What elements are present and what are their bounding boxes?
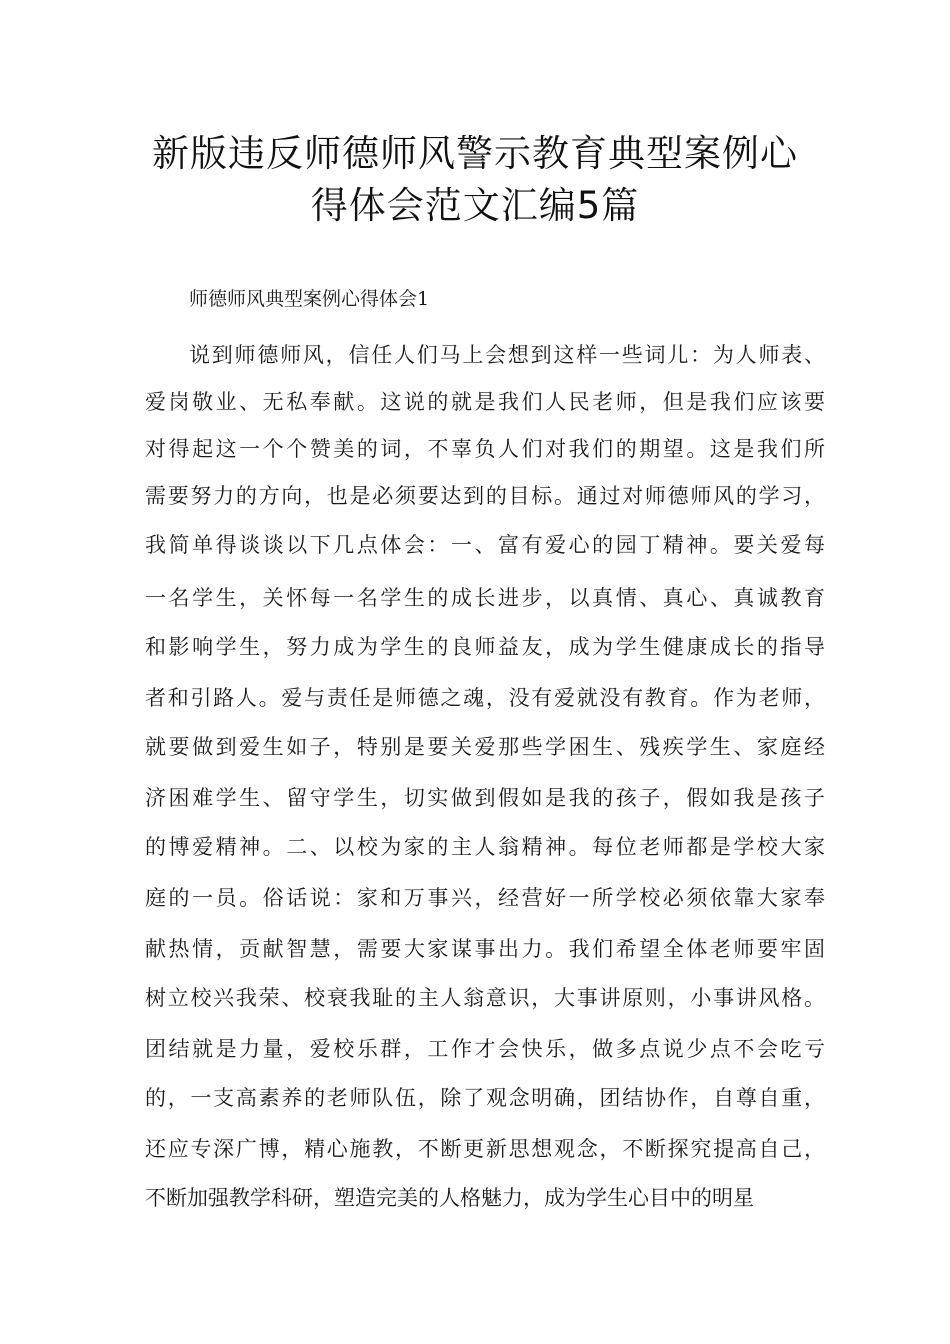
paragraph-line: 还应专深广博，精心施教，不断更新思想观念，不断探究提高自己， bbox=[145, 1137, 825, 1161]
paragraph-line: 济困难学生、留守学生，切实做到假如是我的孩子，假如我是孩子 bbox=[145, 786, 825, 810]
paragraph-line: 我简单得谈谈以下几点体会：一、富有爱心的园丁精神。要关爱每 bbox=[145, 533, 825, 557]
paragraph-line: 的，一支高素养的老师队伍，除了观念明确，团结协作，自尊自重， bbox=[145, 1086, 825, 1110]
paragraph-line: 需要努力的方向，也是必须要达到的目标。通过对师德师风的学习， bbox=[145, 484, 825, 508]
paragraph-line: 的博爱精神。二、以校为家的主人翁精神。每位老师都是学校大家 bbox=[145, 835, 825, 859]
paragraph-line: 庭的一员。俗话说：家和万事兴，经营好一所学校必须依靠大家奉 bbox=[145, 886, 825, 910]
paragraph-line: 者和引路人。爱与责任是师德之魂，没有爱就没有教育。作为老师， bbox=[145, 686, 825, 710]
paragraph-line: 团结就是力量，爱校乐群，工作才会快乐，做多点说少点不会吃亏 bbox=[145, 1037, 825, 1061]
paragraph-line: 说到师德师风，信任人们马上会想到这样一些词儿：为人师表、 bbox=[189, 343, 825, 367]
document-title-line-2: 得体会范文汇编5篇 bbox=[310, 184, 640, 227]
paragraph-line: 一名学生，关怀每一名学生的成长进步，以真情、真心、真诚教育 bbox=[145, 586, 825, 610]
paragraph-line: 就要做到爱生如子，特别是要关爱那些学困生、残疾学生、家庭经 bbox=[145, 735, 825, 759]
paragraph-line: 不断加强教学科研，塑造完美的人格魅力，成为学生心目中的明星 bbox=[145, 1186, 754, 1210]
paragraph-line: 献热情，贡献智慧，需要大家谋事出力。我们希望全体老师要牢固 bbox=[145, 937, 825, 961]
paragraph-line: 对得起这一个个赞美的词，不辜负人们对我们的期望。这是我们所 bbox=[145, 437, 825, 461]
section-heading: 师德师风典型案例心得体会1 bbox=[189, 288, 430, 310]
paragraph-line: 爱岗敬业、无私奉献。这说的就是我们人民老师，但是我们应该要 bbox=[145, 390, 825, 414]
paragraph-line: 树立校兴我荣、校衰我耻的主人翁意识，大事讲原则，小事讲风格。 bbox=[145, 986, 825, 1010]
document-title-line-1: 新版违反师德师风警示教育典型案例心 bbox=[152, 132, 798, 175]
paragraph-line: 和影响学生，努力成为学生的良师益友，成为学生健康成长的指导 bbox=[145, 635, 825, 659]
